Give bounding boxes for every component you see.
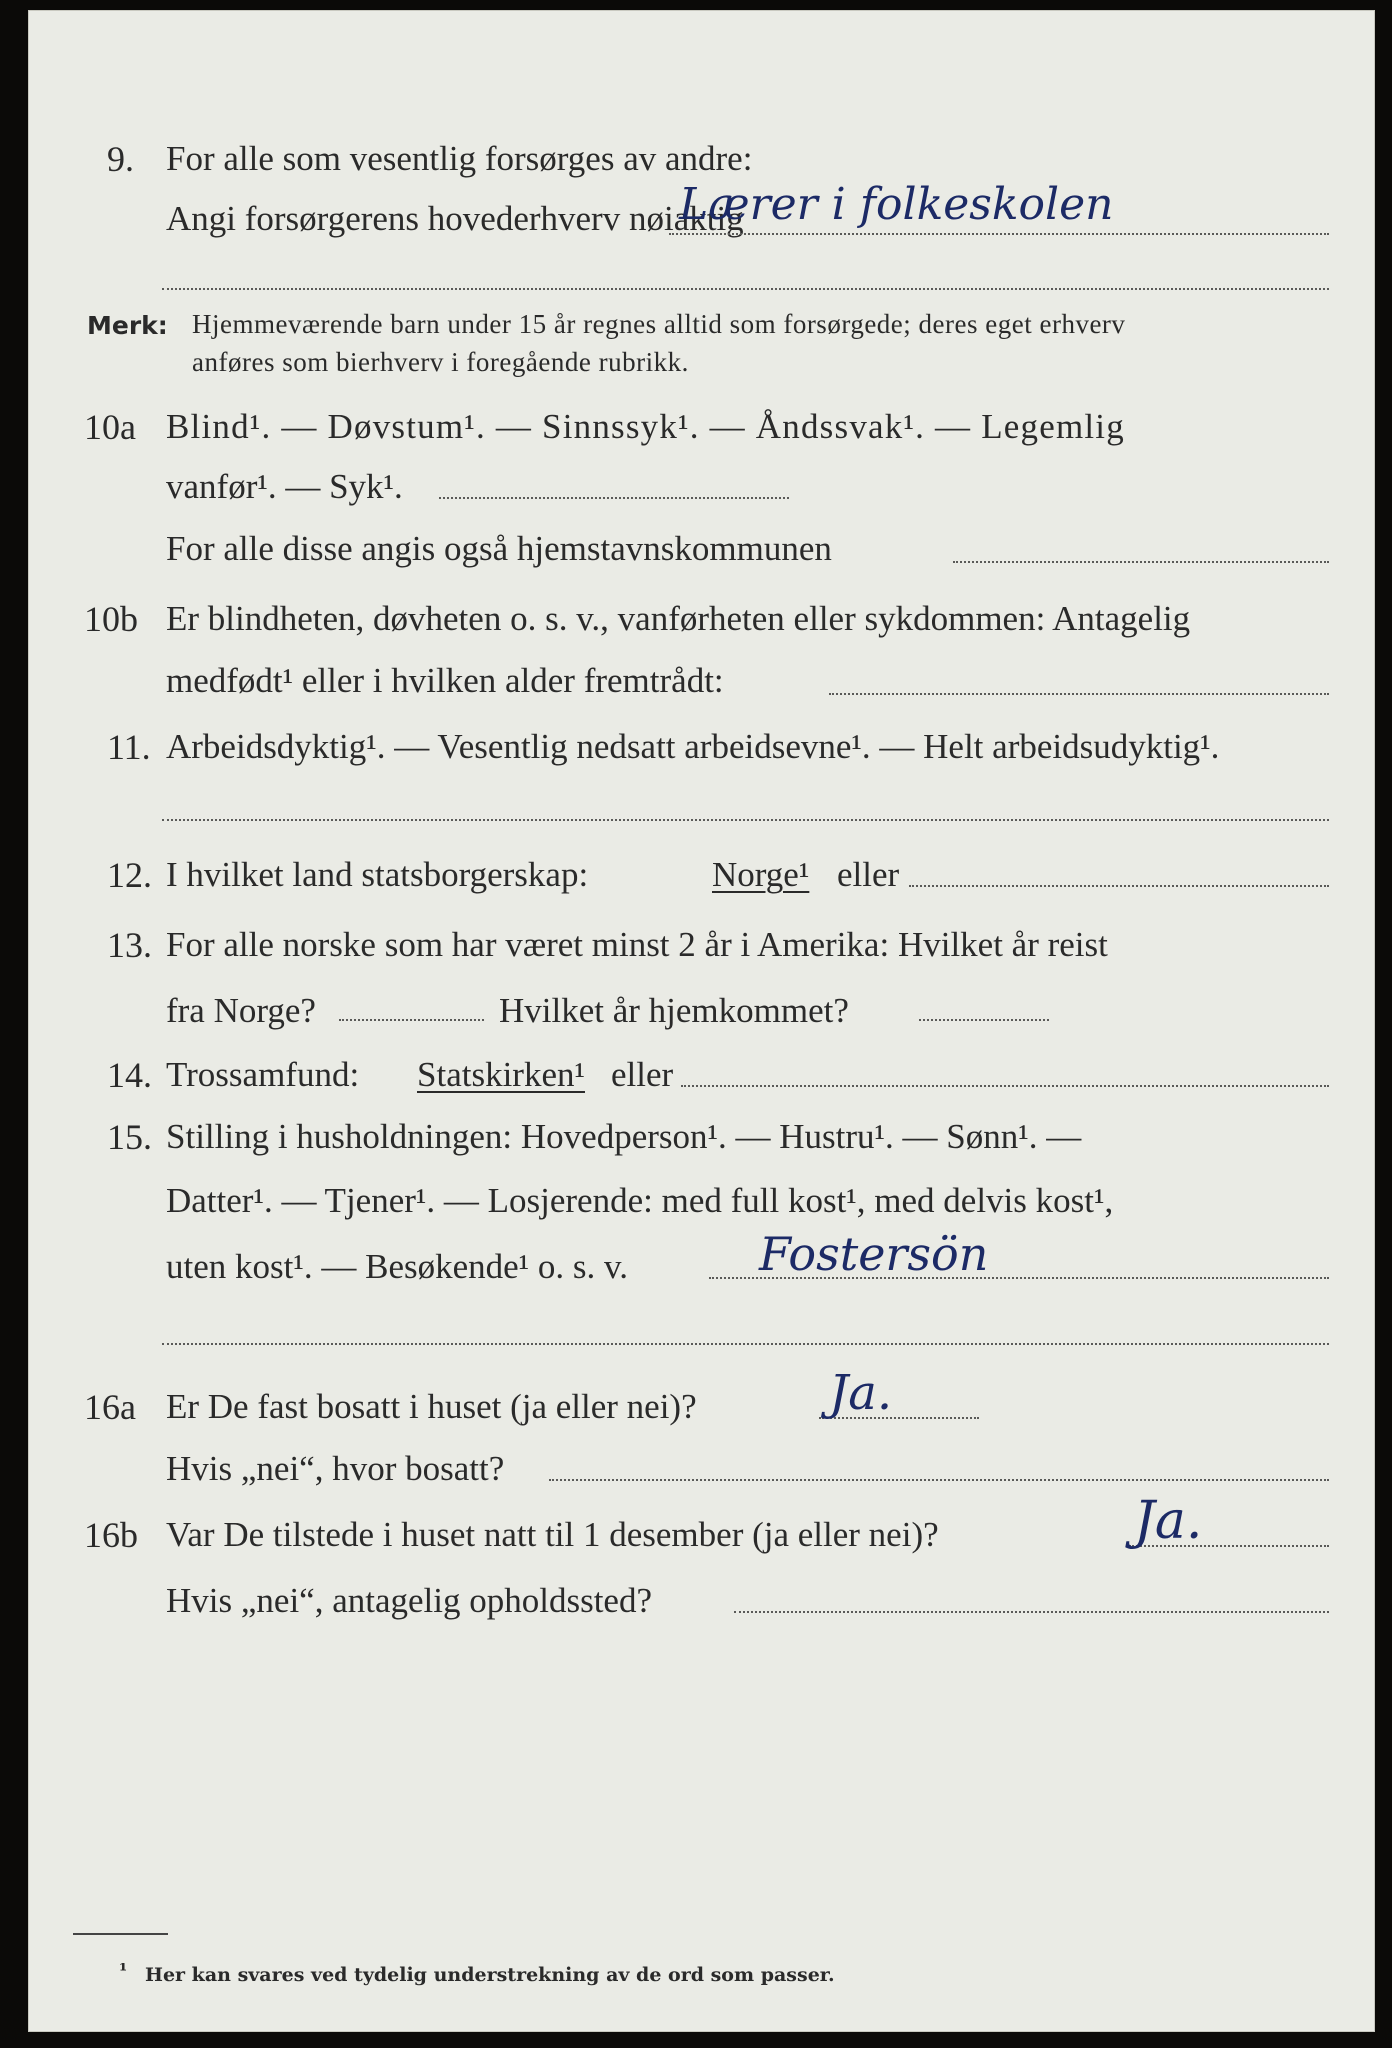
merk-label: Merk:: [87, 311, 168, 340]
answer-line: [669, 233, 1329, 235]
question-text: medfødt¹ eller i hvilken alder fremtrådt:: [166, 661, 724, 700]
question-text: Angi forsørgerens hovederhverv nøiaktig: [166, 199, 744, 238]
question-number: 16b: [84, 1515, 138, 1555]
underlined-option[interactable]: Norge¹: [712, 855, 810, 894]
question-text: Er De fast bosatt i huset (ja eller nei)?: [166, 1387, 697, 1426]
merk-text: Hjemmeværende barn under 15 år regnes alltid som forsørgede; deres eget erhverv: [192, 309, 1126, 339]
question-number: 14.: [107, 1055, 152, 1095]
question-text: fra Norge?: [166, 991, 316, 1030]
census-form-page: [28, 10, 1375, 2032]
question-text: Hvilket år hjemkommet?: [499, 991, 849, 1030]
answer-line: [162, 1343, 1329, 1345]
answer-line: [162, 819, 1329, 821]
footnote-mark: ¹: [119, 1960, 128, 1982]
question-text: Var De tilstede i huset natt til 1 desember (ja eller nei)?: [166, 1515, 939, 1554]
handwritten-answer[interactable]: Ja.: [1134, 1491, 1203, 1551]
question-text: Blind¹. — Døvstum¹. — Sinnssyk¹. — Åndssvak¹. — Legemlig: [166, 407, 1125, 446]
question-number: 11.: [107, 727, 151, 767]
question-number: 16a: [84, 1387, 136, 1427]
question-text: Hvis „nei“, antagelig opholdssted?: [166, 1581, 652, 1620]
handwritten-answer[interactable]: Fostersön: [759, 1227, 989, 1281]
answer-line: [829, 693, 1329, 695]
question-text: Er blindheten, døvheten o. s. v., vanførheten eller sykdommen: Antagelig: [166, 599, 1191, 638]
question-text: Stilling i husholdningen: Hovedperson¹. — Hustru¹. — Sønn¹. —: [166, 1117, 1082, 1156]
question-number: 10a: [84, 407, 136, 447]
footnote-rule: [73, 1933, 168, 1935]
answer-line: [681, 1085, 1329, 1087]
question-text: eller: [837, 855, 900, 894]
answer-line: [162, 288, 1329, 290]
question-text: For alle norske som har været minst 2 år i Amerika: Hvilket år reist: [166, 925, 1108, 964]
answer-line: [953, 561, 1329, 563]
question-number: 12.: [107, 855, 152, 895]
question-number: 13.: [107, 925, 152, 965]
answer-line: [339, 1019, 484, 1021]
answer-line: [734, 1611, 1329, 1613]
question-text: Trossamfund:: [166, 1055, 360, 1094]
question-text: eller: [611, 1055, 674, 1094]
answer-line: [909, 885, 1329, 887]
merk-text: anføres som bierhverv i foregående rubrikk.: [192, 347, 689, 377]
answer-line: [919, 1019, 1049, 1021]
question-text: uten kost¹. — Besøkende¹ o. s. v.: [166, 1247, 629, 1286]
handwritten-answer[interactable]: Ja.: [829, 1365, 893, 1421]
question-number: 9.: [107, 139, 134, 179]
question-text: Arbeidsdyktig¹. — Vesentlig nedsatt arbeidsevne¹. — Helt arbeidsudyktig¹.: [166, 727, 1220, 766]
answer-line: [549, 1479, 1329, 1481]
question-text: For alle disse angis også hjemstavnskommunen: [166, 529, 832, 568]
underlined-option[interactable]: Statskirken¹: [417, 1055, 585, 1094]
footnote-text: Her kan svares ved tydelig understrekning av de ord som passer.: [145, 1964, 835, 1986]
question-text: Hvis „nei“, hvor bosatt?: [166, 1449, 505, 1488]
question-text: I hvilket land statsborgerskap:: [166, 855, 589, 894]
question-text: Datter¹. — Tjener¹. — Losjerende: med full kost¹, med delvis kost¹,: [166, 1181, 1114, 1220]
question-text: For alle som vesentlig forsørges av andre:: [166, 139, 753, 178]
question-number: 15.: [107, 1117, 152, 1157]
question-text: vanfør¹. — Syk¹.: [166, 467, 403, 506]
handwritten-answer[interactable]: Lærer i folkeskolen: [679, 179, 1114, 230]
answer-line: [439, 497, 789, 499]
question-number: 10b: [84, 599, 138, 639]
